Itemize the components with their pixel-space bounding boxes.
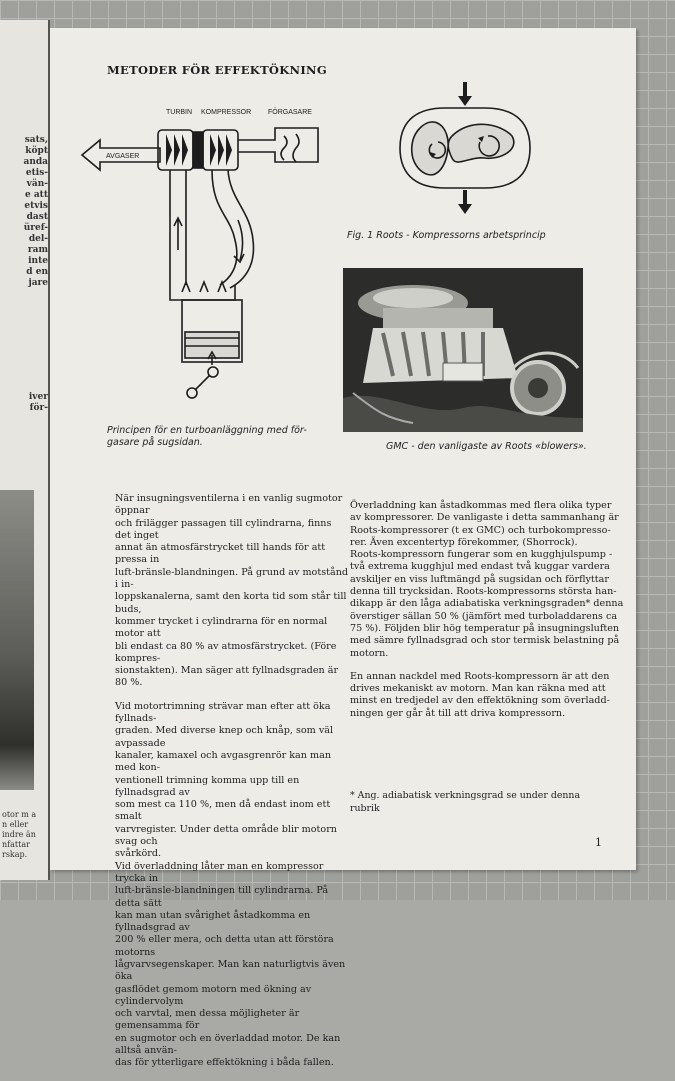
page-heading: METODER FÖR EFFEKTÖKNING [107, 63, 327, 77]
left-paragraph-3: Vid överladdning låter man en kompressor trycka in luft-bränsle-blandningen till cylindrarna. På detta sätt kan man utan svårighet åstadkomma en fyllnadsgrad av 200 % eller mera, och detta utan att förstöra motorns lågvarvsegenskaper. Man kan naturligtvis även öka gasflödet gemom motorn med ökning av cylindervolym och varvtal, men dessa möjligheter är gemensamma för en sugmotor och en överladdad motor. De kan alltså använ- das för ytterligare effektökning i båda fallen. [115, 860, 346, 1069]
roots-rotor-right [448, 124, 514, 162]
right-paragraph-2: En annan nackdel med Roots-kompressorn är att den drives mekaniskt av motorn. Man kan räkna med att minst en tredjedel av den effektökning som överladd- ningen ger går åt till att driva kompressorn. [350, 670, 610, 719]
facing-page-text-top: sats, köpt anda etis- vän- e att etvis dast üref- del- ram inte d en jare [23, 135, 48, 288]
right-paragraph-1: Överladdning kan åstadkommas med flera olika typer av kompressorer. De vanligaste i detta sammanhang är Roots-kompressorer (t ex GMC) och turbokompresso- rer. Även excentertyp förekommer, (Shorrock). Roots-kompressorn fungerar som en kugghjulspump - två extrema kugghjul med endast två kuggar vardera avskiljer en viss luftmängd på sugsidan och förflyttar denna till trycksidan. Roots-kompressorns största han- dikapp är den låga adiabatiska verkningsgraden* denna överstiger sällan 50 % (jämfört med turboladdarens ca 75 %). Följden blir hög temperatur på insugningsluften med sämre fyllnadsgrad och stor termisk belastning på motorn. [350, 500, 624, 659]
facing-page-text-bottom: otor m a n eller indre än nfattar rskap. [2, 810, 37, 859]
facing-page [0, 20, 50, 880]
photo-caption: GMC - den vanligaste av Roots «blowers». [386, 441, 587, 452]
label-avgaser: AVGASER [106, 153, 140, 160]
right-text-column [350, 500, 625, 731]
turbo-diagram [70, 100, 325, 400]
roots-diagram [390, 78, 540, 223]
facing-page-text-mid: iver för- [28, 392, 48, 413]
outlet-arrow [458, 190, 472, 214]
page-number: 1 [595, 836, 602, 849]
left-text-column [115, 493, 350, 1081]
label-kompressor: KOMPRESSOR [201, 109, 252, 116]
turbo-caption: Principen för en turboanläggning med för- gasare på sugsidan. [107, 425, 307, 448]
document-page [50, 28, 636, 1069]
label-forgasare: FÖRGASARE [268, 109, 312, 116]
footnote: * Ang. adiabatisk verkningsgrad se under denna rubrik [350, 790, 581, 814]
gmc-blower-photo [343, 268, 583, 432]
roots-caption: Fig. 1 Roots - Kompressorns arbetsprincip [347, 230, 546, 241]
facing-page-photo [0, 490, 34, 790]
left-paragraph-1: När insugningsventilerna i en vanlig sugmotor öppnar och frilägger passagen till cylindrarna, finns det inget annat än atmosfärstrycket till hands för att pressa in luft-bränsle-blandningen. På grund av motstånd i in- loppskanalerna, samt den korta tid som står till buds, kommer trycket i cylindrarna för en normal motor att bli endast ca 80 % av atmosfärstrycket. (Före kompres- sionstakten). Man säger att fyllnadsgraden är 80 %. [115, 493, 349, 689]
label-turbin: TURBIN [166, 109, 193, 116]
left-paragraph-2: Vid motortrimning strävar man efter att öka fyllnads- graden. Med diverse knep och knåp, som väl avpassade kanaler, kamaxel och avgasgrenrör kan man med kon- ventionell trimning komma upp till en fyllnadsgrad av som mest ca 110 %, men då endast inom ett smalt varvregister. Under detta område blir motorn svag och svårkörd. [115, 700, 337, 860]
carburettor-body [238, 128, 318, 162]
intake-arrow [458, 82, 472, 106]
